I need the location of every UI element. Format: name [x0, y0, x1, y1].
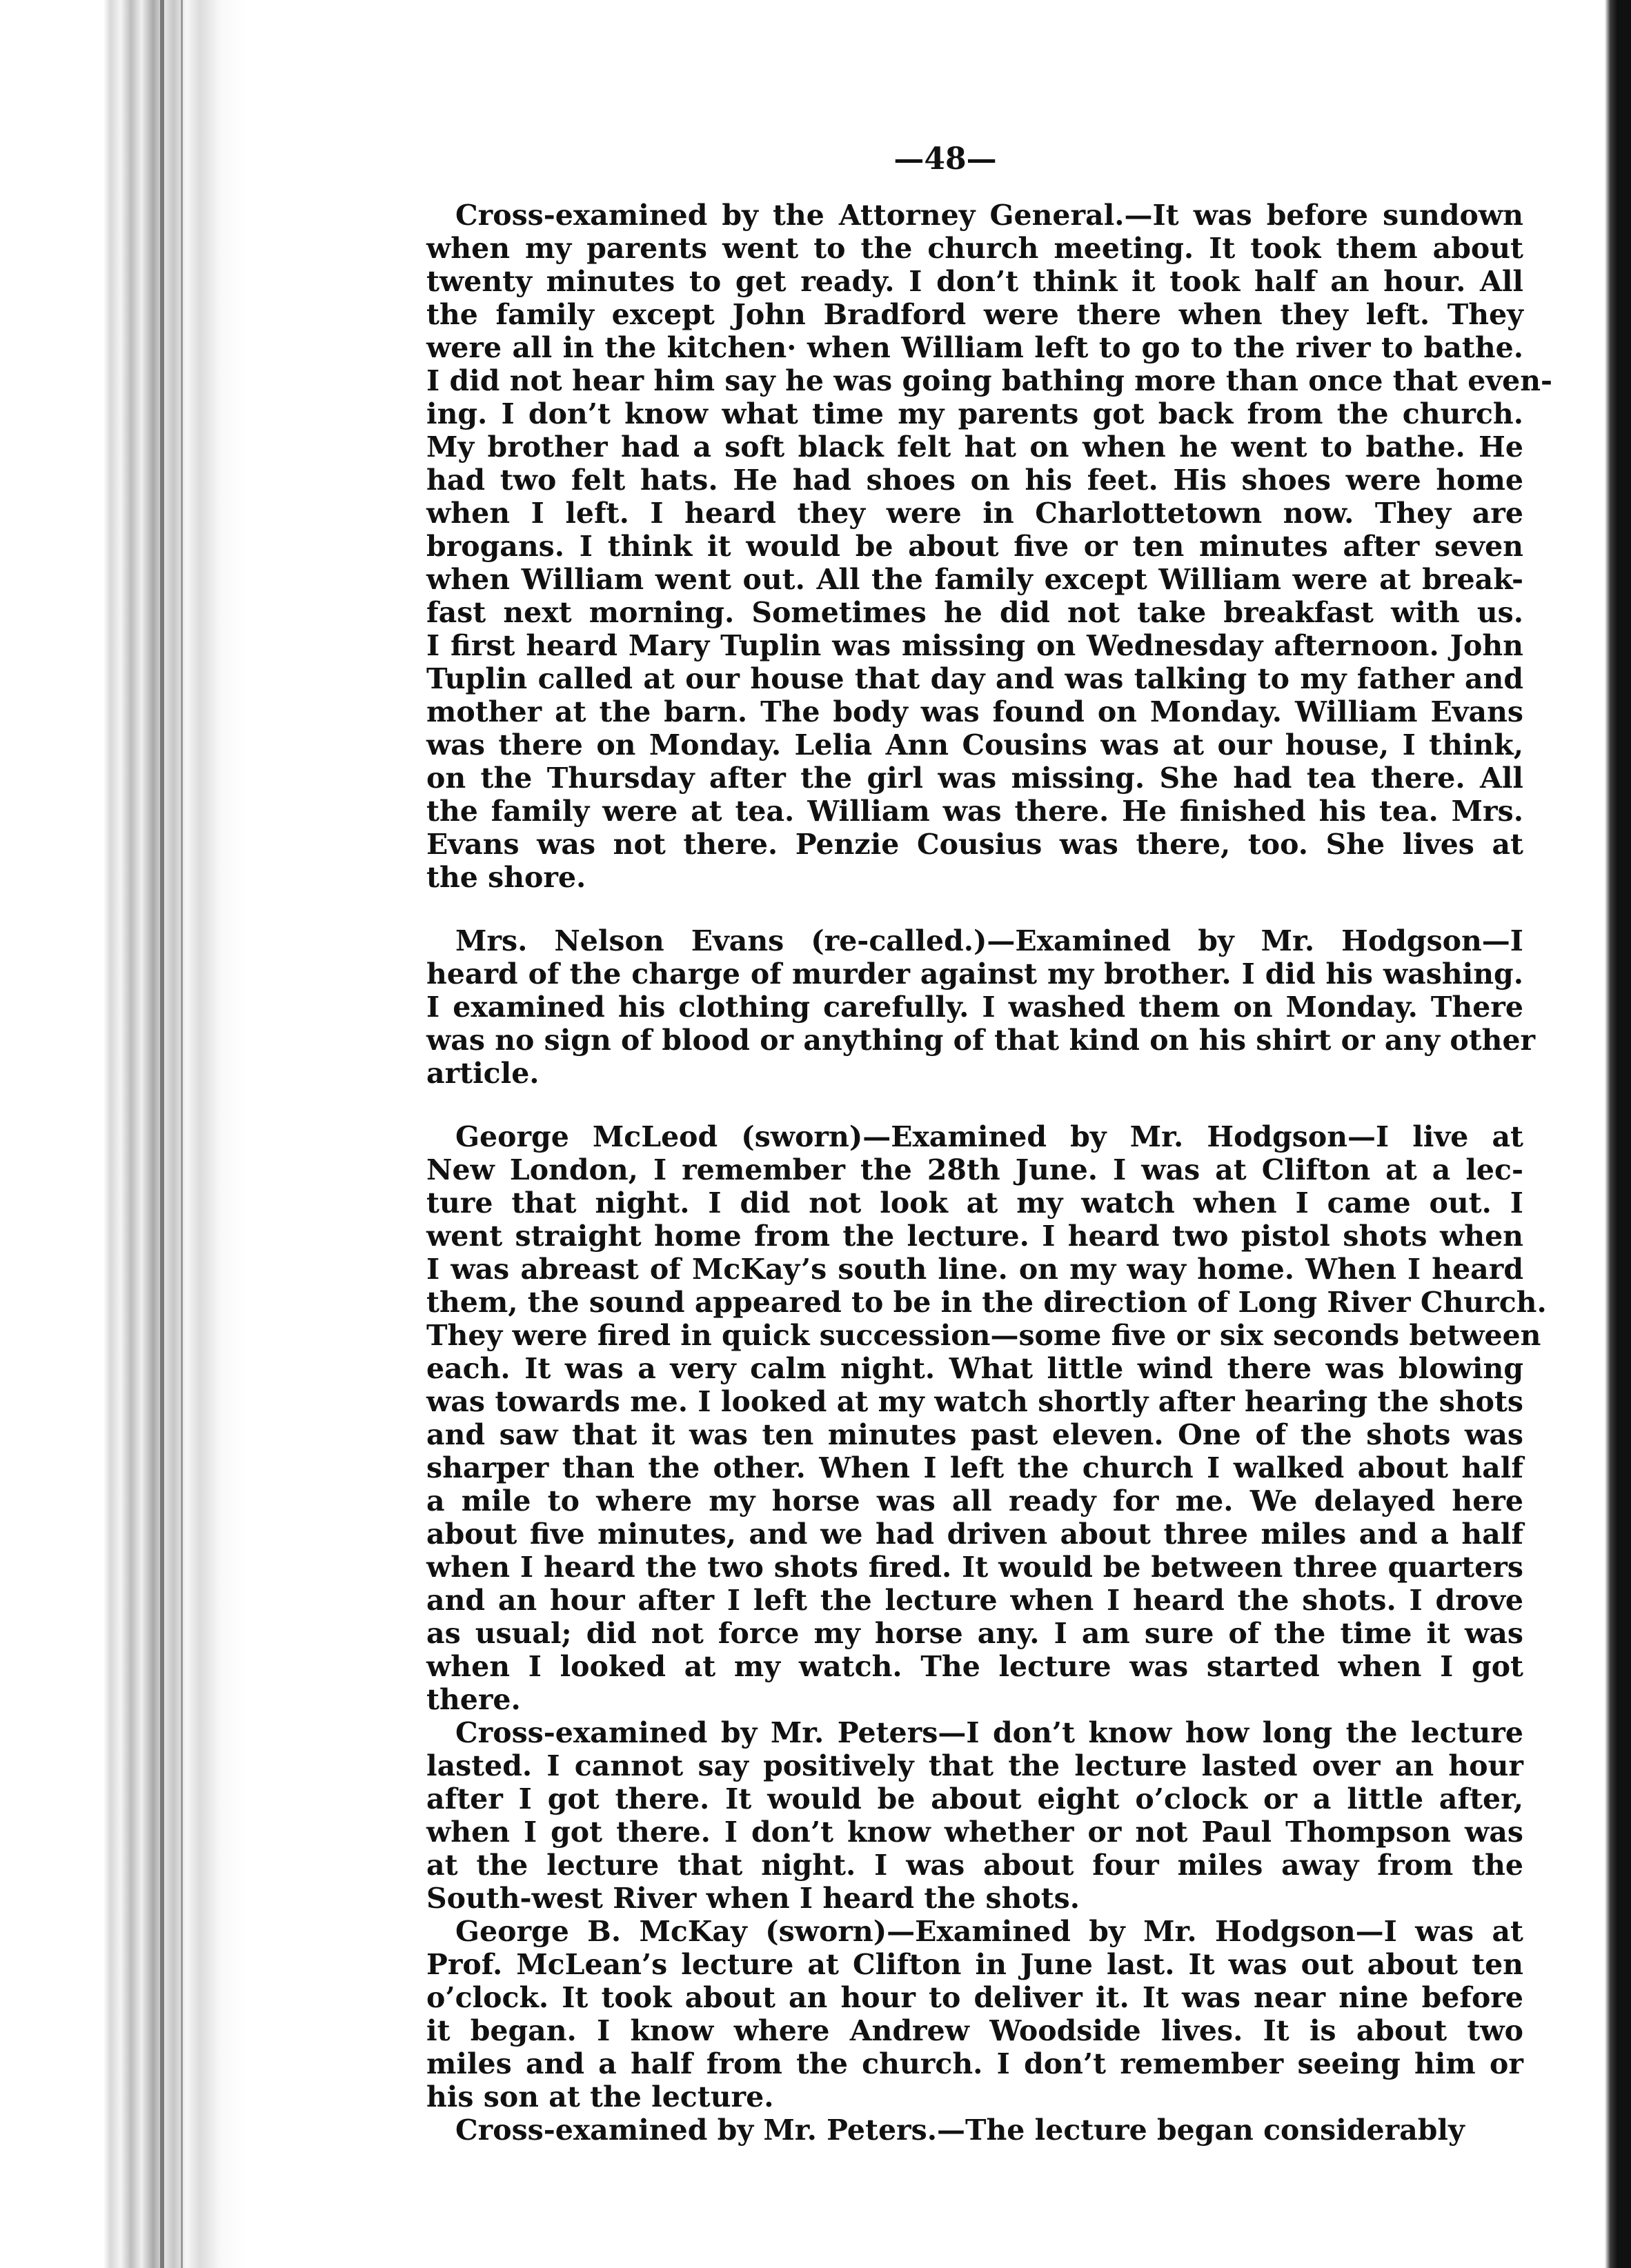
- text-line: had two felt hats. He had shoes on his feet. His shoes were home: [426, 464, 1523, 497]
- text-line: about five minutes, and we had driven about three miles and a half: [426, 1518, 1523, 1551]
- text-line: They were fired in quick succession—some five or six seconds between: [426, 1319, 1541, 1352]
- text-line: George McLeod (sworn)—Examined by Mr. Hodgson—I live at: [455, 1120, 1523, 1153]
- text-line: Evans was not there. Penzie Cousius was there, too. She lives at: [426, 828, 1523, 861]
- page-body: [426, 199, 1553, 2147]
- text-line: at the lecture that night. I was about four miles away from the: [426, 1849, 1523, 1882]
- text-line: was no sign of blood or anything of that kind on his shirt or any other: [426, 1024, 1536, 1057]
- text-line: his son at the lecture.: [426, 2080, 774, 2113]
- text-line: mother at the barn. The body was found on Monday. William Evans: [426, 695, 1523, 728]
- text-line: ing. I don’t know what time my parents got back from the church.: [426, 397, 1523, 430]
- text-line: miles and a half from the church. I don’t remember seeing him or: [426, 2047, 1523, 2080]
- book-spine-edge: [0, 0, 290, 2268]
- text-line: lasted. I cannot say positively that the lecture lasted over an hour: [426, 1749, 1523, 1782]
- text-line: was towards me. I looked at my watch shortly after hearing the shots: [426, 1385, 1523, 1418]
- text-line: there.: [426, 1683, 521, 1716]
- text-line: them, the sound appeared to be in the direction of Long River Church.: [426, 1286, 1547, 1319]
- text-line: when I left. I heard they were in Charlottetown now. They are: [426, 497, 1523, 530]
- text-line: New London, I remember the 28th June. I was at Clifton at a lec-: [426, 1153, 1523, 1186]
- text-line: and an hour after I left the lecture when I heard the shots. I drove: [426, 1584, 1523, 1617]
- text-line: brogans. I think it would be about five or ten minutes after seven: [426, 530, 1523, 563]
- text-line: after I got there. It would be about eight o’clock or a little after,: [426, 1782, 1523, 1816]
- text-line: when my parents went to the church meeting. It took them about: [426, 232, 1523, 265]
- text-line: o’clock. It took about an hour to deliver it. It was near nine before: [426, 1981, 1523, 2014]
- text-line: My brother had a soft black felt hat on when he went to bathe. He: [426, 430, 1523, 464]
- paragraph: [426, 924, 1536, 1090]
- text-line: I did not hear him say he was going bathing more than once that even-: [426, 364, 1553, 397]
- text-line: South-west River when I heard the shots.: [426, 1882, 1080, 1915]
- paragraph: [426, 199, 1553, 894]
- text-line: the shore.: [426, 861, 586, 894]
- text-line: when William went out. All the family except William were at break-: [426, 563, 1523, 596]
- text-line: Mrs. Nelson Evans (re-called.)—Examined by Mr. Hodgson—I: [455, 924, 1523, 957]
- text-line: fast next morning. Sometimes he did not take breakfast with us.: [426, 596, 1523, 629]
- text-line: when I got there. I don’t know whether or not Paul Thompson was: [426, 1816, 1523, 1849]
- text-line: Cross-examined by Mr. Peters.—The lecture began considerably: [455, 2113, 1465, 2147]
- text-line: a mile to where my horse was all ready for me. We delayed here: [426, 1484, 1523, 1518]
- text-line: when I looked at my watch. The lecture was started when I got: [426, 1650, 1523, 1683]
- text-line: the family except John Bradford were there when they left. They: [426, 298, 1523, 331]
- text-line: was there on Monday. Lelia Ann Cousins was at our house, I think,: [426, 728, 1523, 762]
- text-line: and saw that it was ten minutes past eleven. One of the shots was: [426, 1418, 1523, 1451]
- text-line: article.: [426, 1057, 540, 1090]
- paragraph: [426, 1120, 1547, 1716]
- text-line: each. It was a very calm night. What little wind there was blowing: [426, 1352, 1523, 1385]
- paragraph: [426, 1915, 1523, 2113]
- spine-shadow-line: [160, 0, 164, 2268]
- spine-shadow-line: [181, 0, 183, 2268]
- text-line: Cross-examined by Mr. Peters—I don’t know how long the lecture: [455, 1716, 1523, 1749]
- text-line: were all in the kitchen· when William left to go to the river to bathe.: [426, 331, 1523, 364]
- text-line: the family were at tea. William was there. He finished his tea. Mrs.: [426, 795, 1523, 828]
- text-line: ture that night. I did not look at my watch when I came out. I: [426, 1186, 1523, 1220]
- text-line: Prof. McLean’s lecture at Clifton in June last. It was out about ten: [426, 1948, 1523, 1981]
- text-line: twenty minutes to get ready. I don’t think it took half an hour. All: [426, 265, 1523, 298]
- text-line: I first heard Mary Tuplin was missing on Wednesday afternoon. John: [426, 629, 1523, 662]
- text-line: it began. I know where Andrew Woodside lives. It is about two: [426, 2014, 1523, 2047]
- text-line: Cross-examined by the Attorney General.—It was before sundown: [455, 199, 1523, 232]
- paragraph: [426, 1716, 1523, 1915]
- text-line: when I heard the two shots fired. It would be between three quarters: [426, 1551, 1523, 1584]
- text-line: I was abreast of McKay’s south line. on my way home. When I heard: [426, 1253, 1523, 1286]
- text-line: sharper than the other. When I left the church I walked about half: [426, 1451, 1523, 1484]
- text-line: as usual; did not force my horse any. I am sure of the time it was: [426, 1617, 1523, 1650]
- text-line: heard of the charge of murder against my brother. I did his washing.: [426, 957, 1523, 991]
- text-line: George B. McKay (sworn)—Examined by Mr. Hodgson—I was at: [455, 1915, 1523, 1948]
- page-number: —48—: [893, 141, 997, 177]
- paragraph: [426, 2113, 1523, 2147]
- text-line: I examined his clothing carefully. I washed them on Monday. There: [426, 991, 1523, 1024]
- text-line: on the Thursday after the girl was missing. She had tea there. All: [426, 762, 1523, 795]
- text-line: went straight home from the lecture. I heard two pistol shots when: [426, 1220, 1523, 1253]
- page-right-edge: [1562, 0, 1631, 2268]
- text-line: Tuplin called at our house that day and was talking to my father and: [426, 662, 1523, 695]
